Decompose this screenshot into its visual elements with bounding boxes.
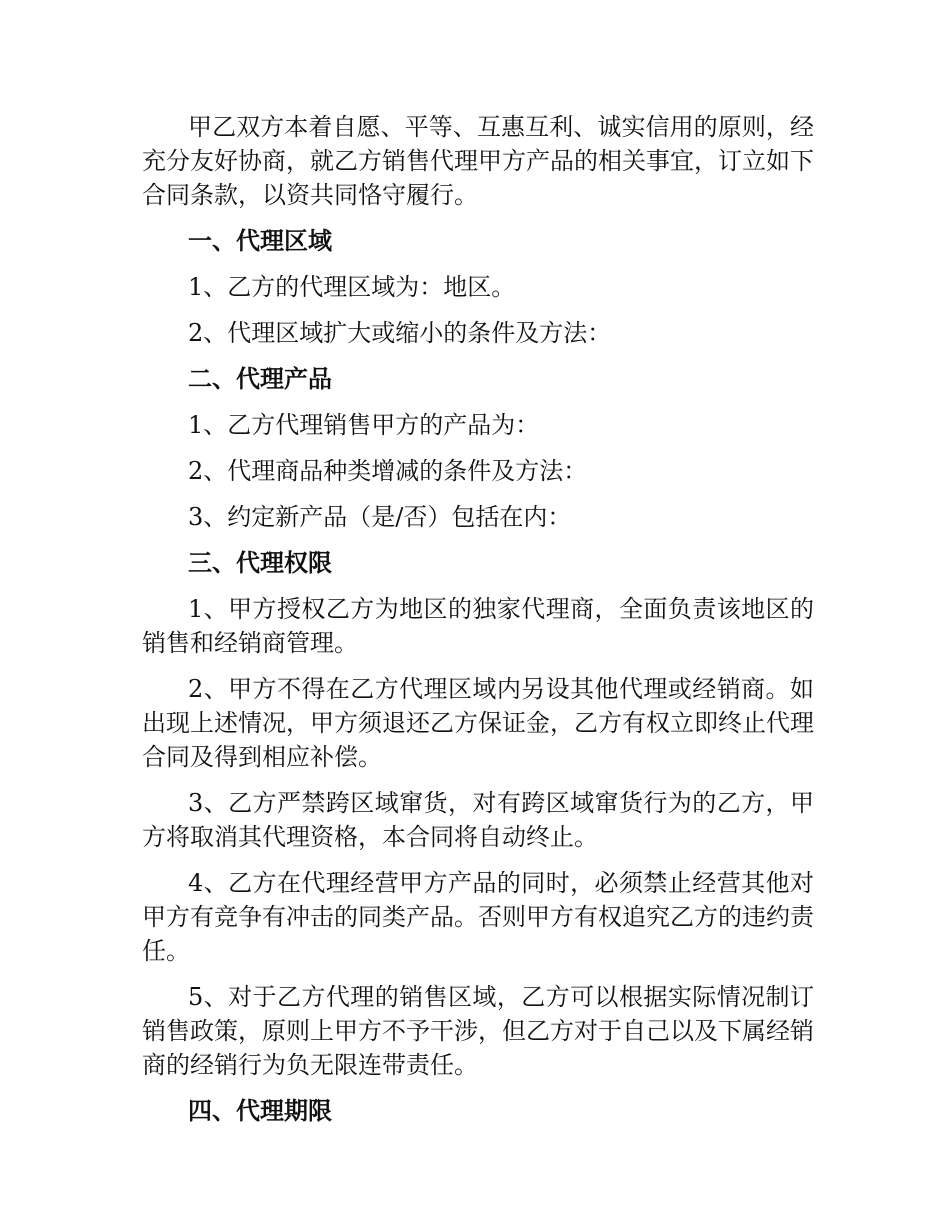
clause-authority-4: 4、乙方在代理经营甲方产品的同时，必须禁止经营其他对甲方有竞争有冲击的同类产品。否则甲方有权追究乙方的违约责任。 [142,869,814,965]
clause-products-2: 2、代理商品种类增减的条件及方法： [188,457,588,485]
intro-paragraph: 甲乙双方本着自愿、平等、互惠互利、诚实信用的原则，经充分友好协商，就乙方销售代理甲方产品的相关事宜，订立如下合同条款，以资共同恪守履行。 [142,113,814,209]
section-heading-authority: 三、代理权限 [188,549,332,577]
clause-region-2: 2、代理区域扩大或缩小的条件及方法： [188,319,612,347]
clause-authority-2: 2、甲方不得在乙方代理区域内另设其他代理或经销商。如出现上述情况，甲方须退还乙方保证金，乙方有权立即终止代理合同及得到相应补偿。 [142,675,814,771]
section-heading-term: 四、代理期限 [188,1097,332,1125]
clause-authority-3: 3、乙方严禁跨区域窜货，对有跨区域窜货行为的乙方，甲方将取消其代理资格，本合同将自动终止。 [142,789,814,851]
section-heading-region: 一、代理区域 [188,227,332,255]
clause-region-1: 1、乙方的代理区域为：地区。 [188,273,516,301]
clause-products-1: 1、乙方代理销售甲方的产品为： [188,411,540,439]
clause-products-3: 3、约定新产品（是/否）包括在内： [188,503,572,531]
clause-authority-5: 5、对于乙方代理的销售区域，乙方可以根据实际情况制订销售政策，原则上甲方不予干涉，但乙方对于自己以及下属经销商的经销行为负无限连带责任。 [142,983,814,1079]
clause-authority-1: 1、甲方授权乙方为地区的独家代理商，全面负责该地区的销售和经销商管理。 [142,595,814,657]
section-heading-products: 二、代理产品 [188,365,332,393]
document-page [142,110,814,1140]
